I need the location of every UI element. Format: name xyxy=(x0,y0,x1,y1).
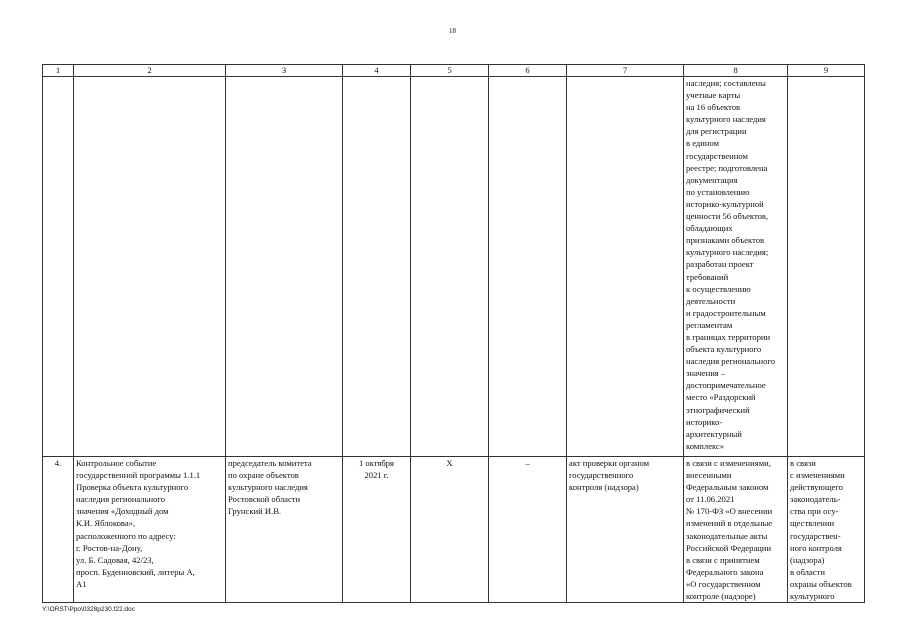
column-header: 8 xyxy=(684,65,788,77)
column-header: 2 xyxy=(74,65,226,77)
table-cell xyxy=(226,77,343,457)
table-row xyxy=(43,77,865,457)
table-cell: – xyxy=(489,457,567,603)
file-path-footer: Y:\ORST\Ppo\0328p230.f22.doc xyxy=(42,606,135,613)
table-cell xyxy=(489,77,567,457)
table-cell xyxy=(567,77,684,457)
column-header: 5 xyxy=(411,65,489,77)
table-cell xyxy=(343,77,411,457)
event-description: Контрольное событие государственной программы 1.1.1 Проверка объекта культурного наследия регионального значения «Доходный дом К.И. Яблокова», расположенного по адресу: г. Ростов-на-Дону, ул. Б. Садовая, 42/23, просп. Буденновский, литеры А, А1 xyxy=(74,457,226,603)
page-number: 18 xyxy=(449,27,456,35)
table-cell: Х xyxy=(411,457,489,603)
column-header: 9 xyxy=(788,65,865,77)
table-cell xyxy=(411,77,489,457)
row-number: 4. xyxy=(43,457,74,603)
column-header: 4 xyxy=(343,65,411,77)
column-header: 7 xyxy=(567,65,684,77)
plan-table xyxy=(42,64,865,603)
column-number-row xyxy=(43,65,865,77)
deadline-date: 1 октября 2021 г. xyxy=(343,457,411,603)
result-document: акт проверки органом государственного контроля (надзора) xyxy=(567,457,684,603)
table-cell: наследия; составлены учетные карты на 16 объектов культурного наследия для регистрации в едином государственном реестре; подготовлена документация по установлению историко-культурной ценности 56 объектов, обладающих признаками объектов культурного наследия; разработан проект требований к осуществлению деятельности и градостроительным регламентам в границах территории объекта культурного наследия регионального значения – достопримечательное место «Раздорский этнографический историко- архитектурный комплекс» xyxy=(684,77,788,457)
column-header: 6 xyxy=(489,65,567,77)
column-header: 3 xyxy=(226,65,343,77)
table-cell xyxy=(43,77,74,457)
reason-note: в связи с изменениями действующего законодатель- ства при осу- ществлении государствен- ного контроля (надзора) в области охраны объектов культурного xyxy=(788,457,865,603)
table-cell xyxy=(788,77,865,457)
status-note: в связи с изменениями, внесенными Федеральным законом от 11.06.2021 № 170-ФЗ «О внесении изменений в отдельные законодательные акты Российской Федерации в связи с принятием Федерального закона «О государственном контроле (надзоре) xyxy=(684,457,788,603)
table-row xyxy=(43,457,865,603)
table-cell xyxy=(74,77,226,457)
responsible-person: председатель комитета по охране объектов культурного наследия Ростовской области Грунский И.В. xyxy=(226,457,343,603)
column-header: 1 xyxy=(43,65,74,77)
